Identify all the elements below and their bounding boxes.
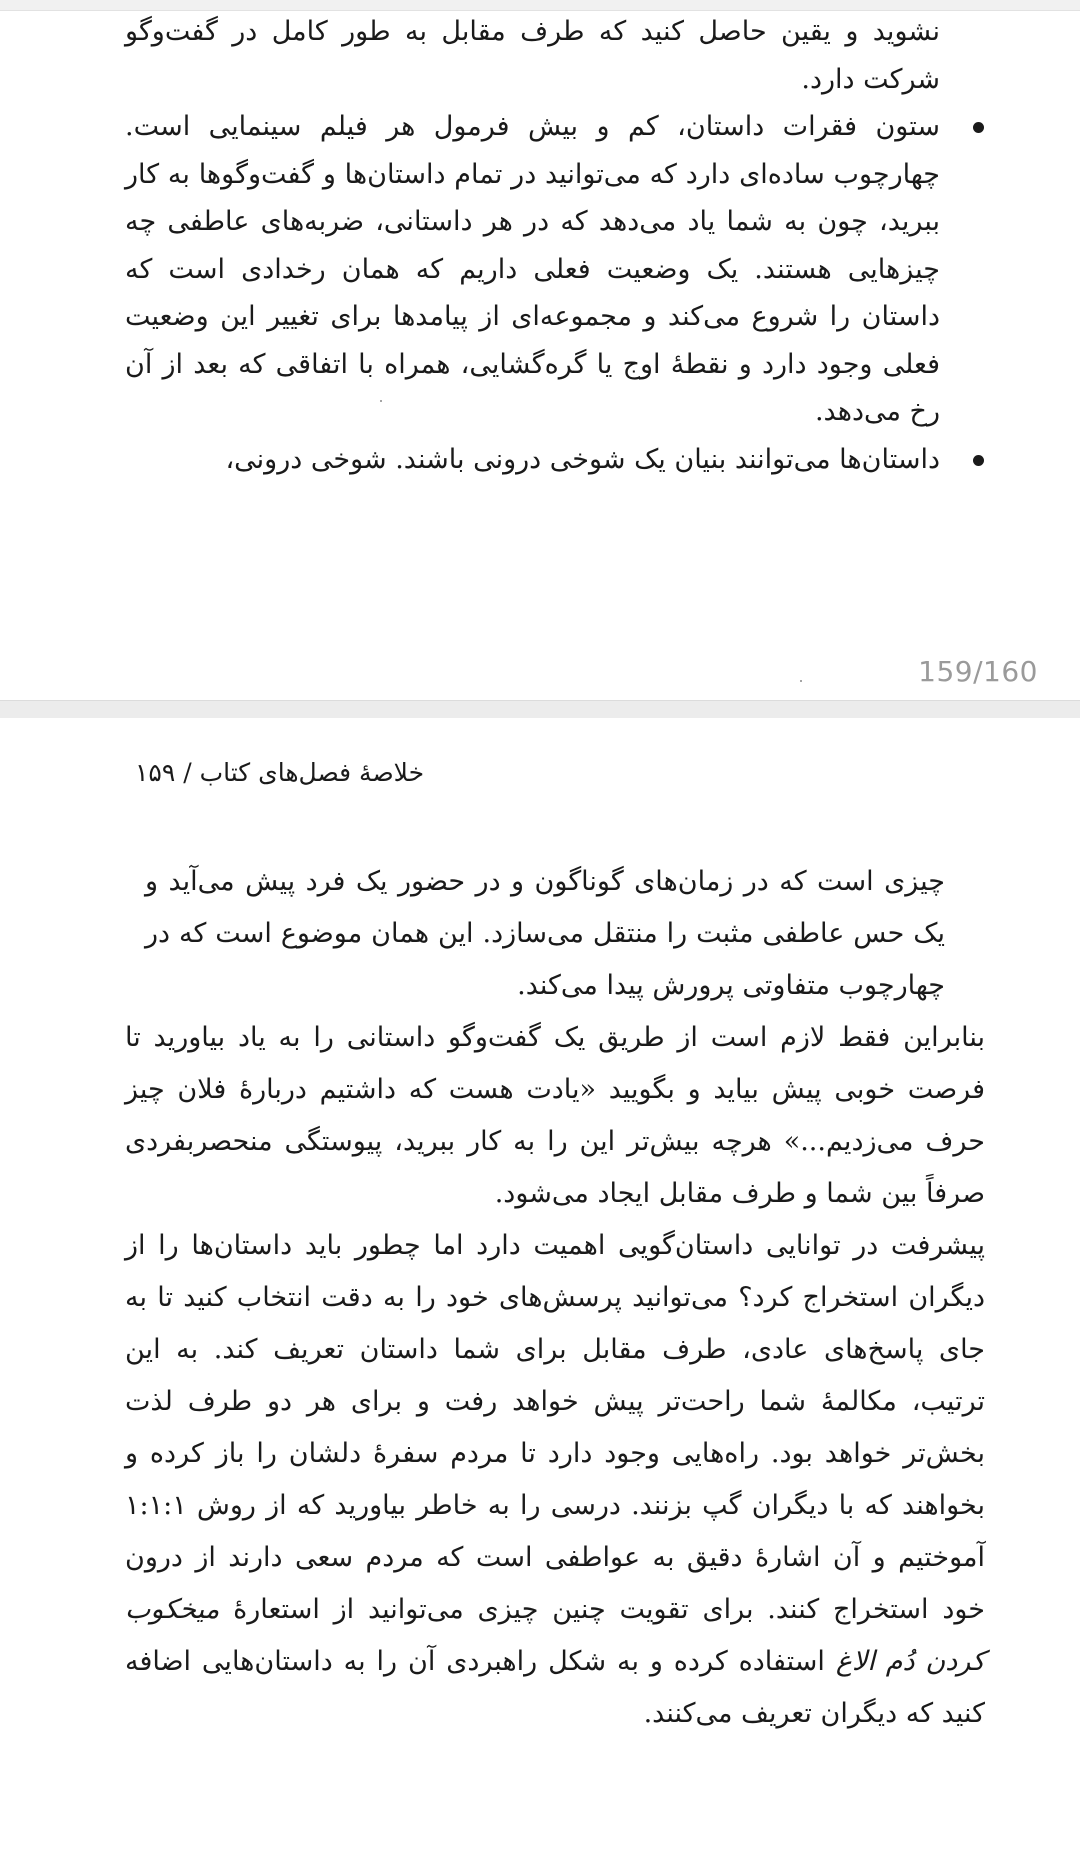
paragraph bbox=[125, 1220, 985, 1740]
scan-speck bbox=[800, 680, 802, 682]
paragraph: چیزی است که در زمان‌های گوناگون و در حضور یک فرد پیش می‌آید و یک حس عاطفی مثبت را منتقل می‌سازد. این همان موضوع است که در چهارچوب متفاوتی پرورش پیدا می‌کند. bbox=[145, 866, 945, 1001]
previous-page-text bbox=[125, 8, 940, 483]
continuation-paragraph: نشوید و یقین حاصل کنید که طرف مقابل به طور کامل در گفت‌وگو شرکت دارد. bbox=[125, 16, 940, 95]
italic-phrase: میخکوب کردن دُم الاغ bbox=[125, 1594, 985, 1677]
bullet-icon bbox=[973, 122, 984, 133]
running-header: خلاصهٔ فصل‌های کتاب / ۱۵۹ bbox=[135, 758, 425, 787]
page-counter: 159/160 bbox=[918, 655, 1038, 688]
paragraph-body: پیشرفت در توانایی داستان‌گویی اهمیت دارد اما چطور باید داستان‌ها را از دیگران استخراج کرد؟ می‌توانید پرسش‌های خود را به دقت انتخاب کنید تا به جای پاسخ‌های عادی، طرف مقابل برای شما داستان تعریف کند. به این ترتیب، مکالمهٔ شما راحت‌تر پیش خواهد رفت و برای هر دو طرف لذت بخش‌تر خواهد بود. راه‌هایی وجود دارد تا مردم سفرهٔ دلشان را باز کرده و بخواهند که با دیگران گپ بزنند. درسی را به خاطر بیاورید که از روش ۱:۱:۱ آموختیم و آن اشارهٔ دقیق به عواطفی است که مردم سعی دارند از درون خود استخراج کنند. برای تقویت چنین چیزی می‌توانید از استعارهٔ bbox=[125, 1230, 985, 1625]
bullet-list bbox=[125, 103, 940, 483]
scan-speck bbox=[380, 400, 382, 402]
bullet-item bbox=[125, 103, 940, 436]
paragraph: بنابراین فقط لازم است از طریق یک گفت‌وگو داستانی را به یاد بیاورید تا فرصت خوبی پیش بیاید و بگویید «یادت هست که داشتیم دربارهٔ فلان چیز حرف می‌زدیم...» هرچه بیش‌تر این را به کار ببرید، پیوستگی منحصربفردی صرفاً بین شما و طرف مقابل ایجاد می‌شود. bbox=[125, 1022, 985, 1209]
current-page bbox=[0, 718, 1080, 1851]
bullet-item bbox=[125, 436, 940, 484]
bullet-text: ستون فقرات داستان، کم و بیش فرمول هر فیلم سینمایی است. چهارچوب ساده‌ای دارد که می‌توانید در تمام داستان‌ها و گفت‌وگوها به کار ببرید، چون به شما یاد می‌دهد که در هر داستانی، ضربه‌های عاطفی چه چیزهایی هستند. یک وضعیت فعلی داریم که همان رخدادی است که داستان را شروع می‌کند و مجموعه‌ای از پیامدها برای تغییر این وضعیت فعلی وجود دارد و نقطهٔ اوج یا گره‌گشایی، همراه با اتفاقی که بعد از آن رخ می‌دهد. bbox=[125, 111, 940, 427]
current-page-text bbox=[125, 856, 985, 1740]
page-separator bbox=[0, 700, 1080, 720]
bullet-text: داستان‌ها می‌توانند بنیان یک شوخی درونی باشند. شوخی درونی، bbox=[225, 443, 940, 475]
bullet-icon bbox=[973, 455, 984, 466]
paragraph-tail: استفاده کرده و به شکل راهبردی آن را به داستان‌هایی اضافه کنید که دیگران تعریف می‌کنند. bbox=[125, 1646, 985, 1729]
previous-page bbox=[0, 0, 1080, 700]
